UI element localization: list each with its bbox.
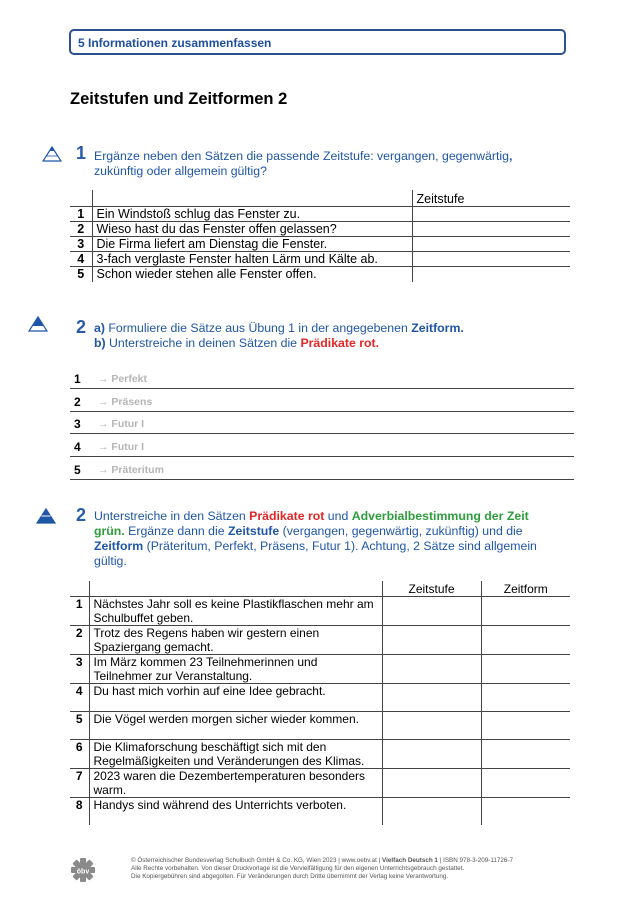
svg-text:öbv: öbv (76, 868, 90, 876)
zeitstufe-answer-cell[interactable] (382, 654, 481, 683)
zeitstufe-answer-cell[interactable] (382, 797, 481, 825)
table-row: 4 Du hast mich vorhin auf eine Idee gebracht. (70, 683, 570, 711)
writing-line-5[interactable]: 5 → Präteritum (70, 457, 574, 480)
zeitform-answer-cell[interactable] (481, 797, 570, 825)
zeitform-answer-cell[interactable] (481, 768, 570, 797)
writing-line-3[interactable]: 3 → Futur I (70, 411, 574, 434)
table-row: 4 3-fach verglaste Fenster halten Lärm und Kälte ab. (70, 251, 570, 266)
exercise-1-table (70, 190, 570, 282)
exercise-2a-instruction: a) Formuliere die Sätze aus Übung 1 in der angegebenen Zeitform. b) Unterstreiche in deinen Sätzen die Prädikate rot. (94, 321, 464, 350)
zeitform-answer-cell[interactable] (481, 683, 570, 711)
chapter-header-title: 5 Informationen zusammenfassen (78, 36, 272, 50)
level-3-triangle-icon (36, 508, 56, 524)
exercise-2b-number: 2 (76, 505, 87, 525)
writing-line-4[interactable]: 4 → Futur I (70, 434, 574, 457)
table-row: 1 Nächstes Jahr soll es keine Plastikflaschen mehr am Schulbuffet geben. (70, 596, 570, 625)
zeitstufe-answer-cell[interactable] (382, 625, 481, 654)
table-row: 6 Die Klimaforschung beschäftigt sich mit den Regelmäßigkeiten und Veränderungen des Klimas. (70, 739, 570, 768)
exercise-1-instruction: Ergänze neben den Sätzen die passende Zeitstufe: vergangen, gegenwärtig, zukünftig oder allgemein gültig? (94, 149, 513, 178)
answer-cell[interactable] (412, 266, 570, 282)
answer-cell[interactable] (412, 206, 570, 221)
level-2-triangle-icon (28, 316, 48, 332)
zeitstufe-answer-cell[interactable] (382, 739, 481, 768)
table-row: 8 Handys sind während des Unterrichts verboten. (70, 797, 570, 825)
exercise-2b-table (70, 581, 570, 825)
table-row: 1 Ein Windstoß schlug das Fenster zu. (70, 206, 570, 221)
writing-line-1[interactable]: 1 → Perfekt (70, 366, 574, 389)
table-row: 2 Trotz des Regens haben wir gestern einen Spaziergang gemacht. (70, 625, 570, 654)
writing-line-2[interactable]: 2 → Präsens (70, 389, 574, 412)
exercise-2b-instruction: Unterstreiche in den Sätzen Prädikate rot und Adverbialbestimmung der Zeit grün. Ergänze dann die Zeitstufe (vergangen, gegenwärtig, zukünftig) und die Zeitform (Präteritum, Perfekt, Präsens, Futur 1). Achtung, 2 Sätze sind allgemein gültig. (94, 509, 537, 568)
table-row: 3 Die Firma liefert am Dienstag die Fenster. (70, 236, 570, 251)
footer-copyright: © Österreichischer Bundesverlag Schulbuch GmbH & Co. KG, Wien 2023 | www.oebv.at | Vielfach Deutsch 1 | ISBN 978-3-209-11726-7 Alle Rechte vorbehalten. Von dieser Druckvorlage ist die Vervielfältigung für den eigenen Unterrichtsgebrauch gestattet. Die Kopiergebühren sind abgegolten. Für Veränderungen durch Dritte übernimmt der Verlag keine Verantwortung. (131, 857, 513, 880)
table-row: 2 Wieso hast du das Fenster offen gelassen? (70, 221, 570, 236)
table-row: 5 Schon wieder stehen alle Fenster offen. (70, 266, 570, 282)
zeitstufe-column-header: Zeitstufe (412, 190, 570, 206)
zeitform-column-header: Zeitform (481, 581, 570, 596)
answer-cell[interactable] (412, 251, 570, 266)
zeitform-answer-cell[interactable] (481, 739, 570, 768)
zeitstufe-answer-cell[interactable] (382, 683, 481, 711)
exercise-2a-number: 2 (76, 317, 87, 337)
exercise-1-number: 1 (76, 143, 87, 163)
zeitform-answer-cell[interactable] (481, 596, 570, 625)
zeitform-answer-cell[interactable] (481, 711, 570, 739)
zeitstufe-answer-cell[interactable] (382, 711, 481, 739)
zeitstufe-answer-cell[interactable] (382, 768, 481, 797)
zeitstufe-answer-cell[interactable] (382, 596, 481, 625)
table-row: 5 Die Vögel werden morgen sicher wieder kommen. (70, 711, 570, 739)
answer-cell[interactable] (412, 221, 570, 236)
page-title: Zeitstufen und Zeitformen 2 (70, 90, 288, 108)
oebv-logo (70, 857, 96, 883)
answer-cell[interactable] (412, 236, 570, 251)
zeitform-answer-cell[interactable] (481, 625, 570, 654)
level-1-triangle-icon (42, 146, 62, 162)
zeitstufe-column-header: Zeitstufe (382, 581, 481, 596)
zeitform-answer-cell[interactable] (481, 654, 570, 683)
table-row: 3 Im März kommen 23 Teilnehmerinnen und Teilnehmer zur Veranstaltung. (70, 654, 570, 683)
table-row: 7 2023 waren die Dezembertemperaturen besonders warm. (70, 768, 570, 797)
